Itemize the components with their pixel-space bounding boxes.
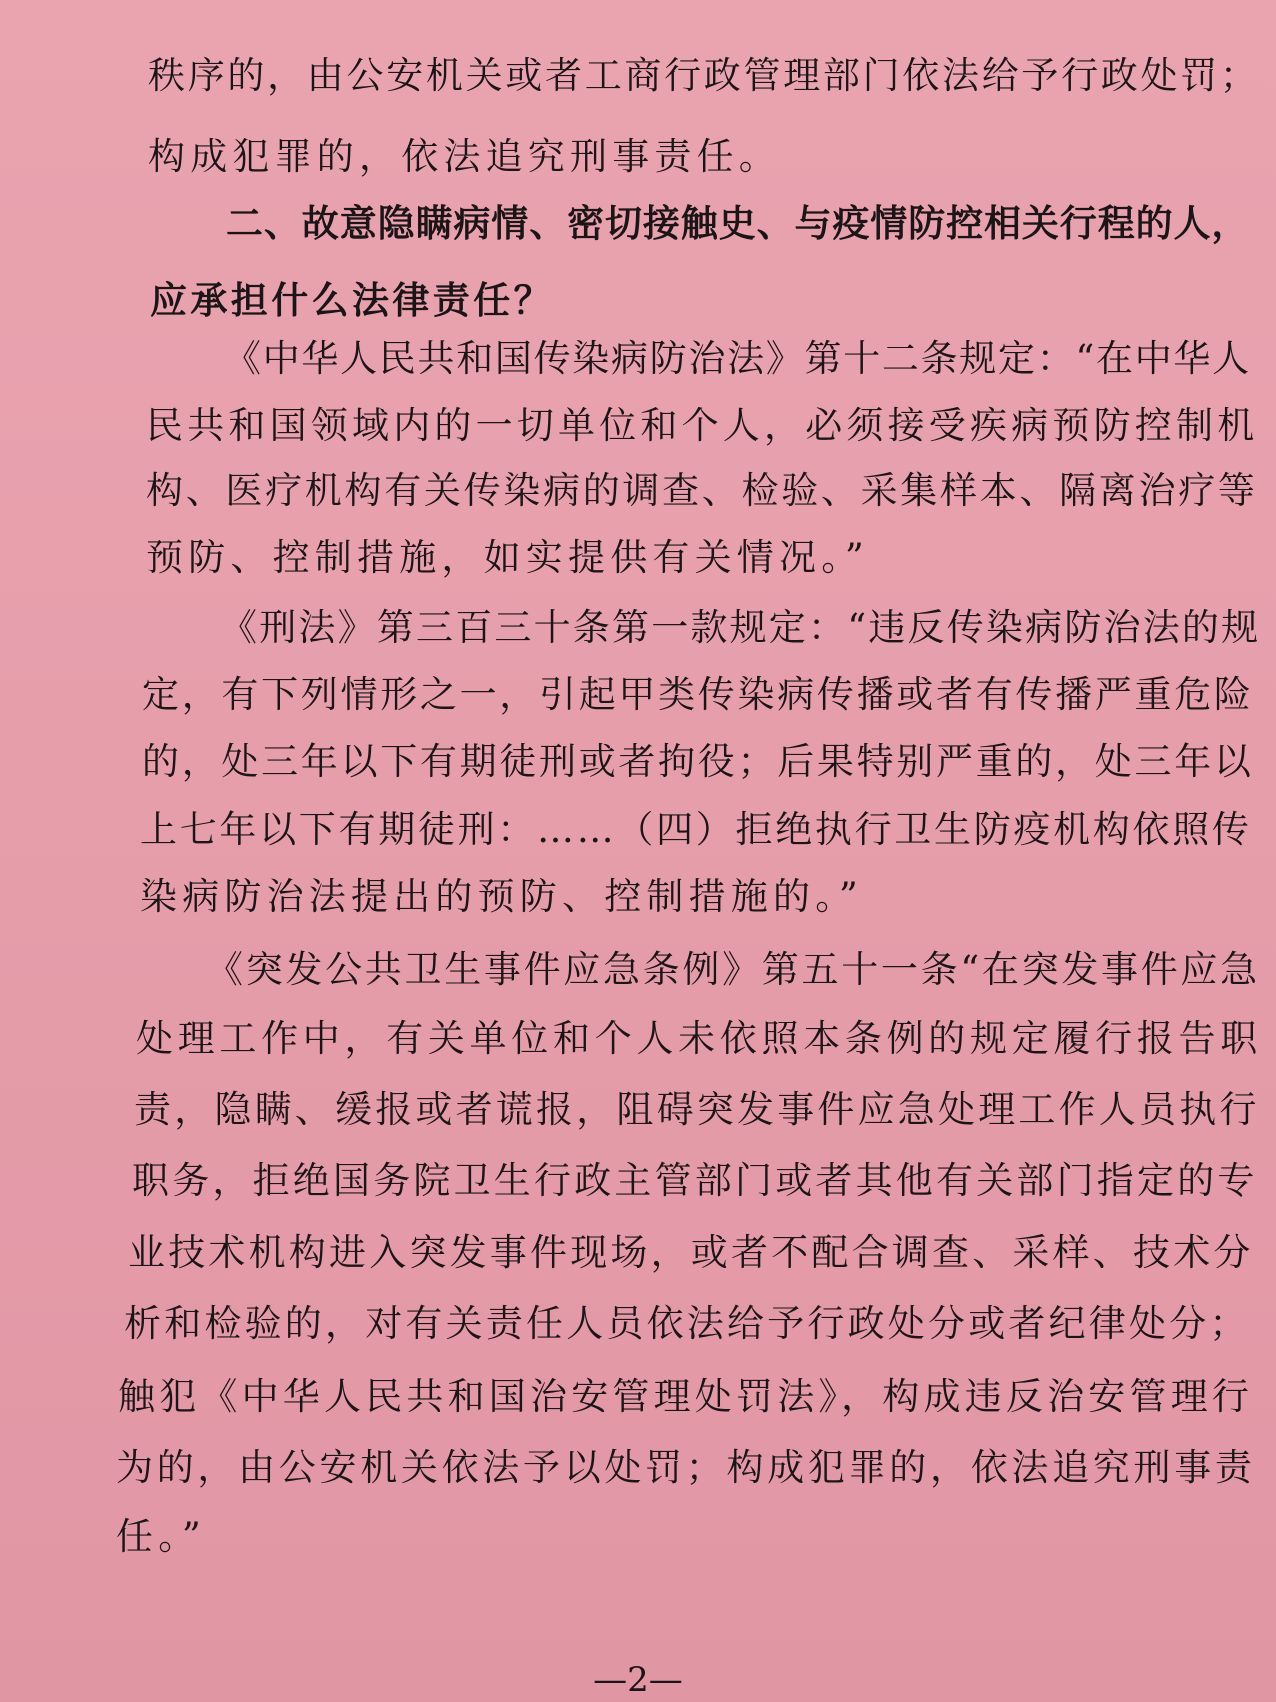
text-line-14: 《突发公共卫生事件应急条例》第五十一条“在突发事件应急 bbox=[206, 948, 1260, 991]
text-line-19: 析和检验的，对有关责任人员依法给予行政处分或者纪律处分； bbox=[124, 1302, 1250, 1345]
text-line-6: 民共和国领域内的一切单位和个人，必须接受疾病预防控制机 bbox=[146, 404, 1259, 447]
text-line-15: 处理工作中，有关单位和个人未依照本条例的规定履行报告职 bbox=[136, 1017, 1262, 1060]
text-line-7: 构、医疗机构有关传染病的调查、检验、采集样本、隔离治疗等 bbox=[146, 469, 1258, 512]
text-line-1: 秩序的，由公安机关或者工商行政管理部门依法给予行政处罚； bbox=[148, 54, 1260, 97]
text-line-21: 为的，由公安机关依法予以处罚；构成犯罪的，依法追究刑事责 bbox=[116, 1446, 1256, 1489]
text-line-5: 《中华人民共和国传染病防治法》第十二条规定：“在中华人 bbox=[224, 337, 1251, 380]
text-line-11: 的，处三年以下有期徒刑或者拘役；后果特别严重的，处三年以 bbox=[142, 740, 1254, 783]
text-line-13: 染病防治法提出的预防、控制措施的。” bbox=[140, 875, 864, 918]
text-line-20: 触犯《中华人民共和国治安管理处罚法》，构成违反治安管理行 bbox=[118, 1375, 1254, 1418]
text-line-8: 预防、控制措施，如实提供有关情况。” bbox=[146, 536, 870, 579]
text-line-22: 任。” bbox=[116, 1515, 207, 1558]
section-heading-line-2: 应承担什么法律责任？ bbox=[150, 278, 554, 322]
text-line-10: 定，有下列情形之一，引起甲类传染病传播或者有传播严重危险 bbox=[142, 673, 1254, 716]
text-line-16: 责，隐瞒、缓报或者谎报，阻碍突发事件应急处理工作人员执行 bbox=[134, 1088, 1260, 1131]
text-line-12: 上七年以下有期徒刑：……（四）拒绝执行卫生防疫机构依照传 bbox=[140, 808, 1252, 851]
text-line-17: 职务，拒绝国务院卫生行政主管部门或者其他有关部门指定的专 bbox=[132, 1159, 1258, 1202]
text-line-9: 《刑法》第三百三十条第一款规定：“违反传染病防治法的规 bbox=[220, 606, 1261, 649]
page-number: —2— bbox=[593, 1660, 683, 1700]
text-line-18: 业技术机构进入突发事件现场，或者不配合调查、采样、技术分 bbox=[128, 1231, 1254, 1274]
section-heading-line-1: 二、故意隐瞒病情、密切接触史、与疫情防控相关行程的人， bbox=[226, 201, 1250, 245]
text-line-2: 构成犯罪的，依法追究刑事责任。 bbox=[148, 135, 781, 178]
